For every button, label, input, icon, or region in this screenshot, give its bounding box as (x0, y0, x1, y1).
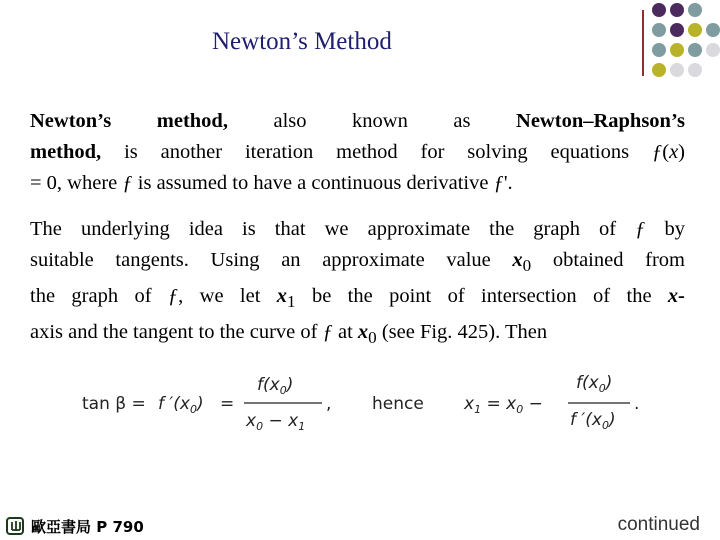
decor-dot (688, 23, 702, 37)
decor-dot (670, 23, 684, 37)
text-run: ( (662, 141, 670, 163)
bold-term: Newton–Raphson’s (516, 110, 685, 132)
decor-dot (670, 43, 684, 57)
newton-formula (82, 368, 662, 438)
slide-title: Newton’s Method (212, 28, 392, 55)
text-run: axis and the tangent to the curve of (30, 321, 323, 344)
subscript: 1 (287, 292, 296, 312)
footer-source (31, 516, 144, 537)
formula-hence: hence (372, 394, 424, 414)
decor-dot (706, 43, 720, 57)
text-run: obtained from (531, 249, 685, 271)
publisher-name: 歐亞書局 (31, 518, 92, 536)
math-symbol: x (512, 249, 523, 271)
formula-fprime: f $'(x_0)$ (158, 394, 204, 416)
text-line (30, 137, 685, 168)
text-run: (see Fig. 425). Then (376, 321, 548, 344)
text-line (30, 214, 685, 245)
decor-dot (706, 23, 720, 37)
subscript: 0 (522, 256, 532, 276)
math-symbol: ƒ (167, 285, 179, 308)
text-run: suitable tangents. Using an approximate value (30, 249, 513, 271)
text-line (30, 168, 685, 199)
math-symbol: x (669, 141, 679, 163)
formula-numerator-2: $f(x_0)$ (576, 373, 613, 395)
text-run: '. (503, 172, 513, 194)
formula-denominator: $x_0 - x_1$ (246, 411, 306, 433)
formula-equals: = (220, 394, 235, 414)
text-run: is assumed to have a continuous derivative (132, 172, 494, 194)
math-symbol: x (357, 321, 369, 344)
text-run: ) (678, 141, 685, 163)
decor-dot (688, 63, 702, 77)
math-symbol: ƒ (322, 321, 333, 344)
decor-dot (670, 63, 684, 77)
text-line (30, 281, 685, 317)
text-line (30, 245, 685, 281)
text-line (30, 106, 685, 137)
subscript: 0 (368, 328, 377, 348)
formula-denominator-2: f $'(x_0)$ (570, 410, 616, 432)
decorative-divider (642, 10, 644, 76)
paragraph-definition (30, 106, 685, 199)
math-symbol: x- (667, 285, 685, 308)
text-run: = 0, where (30, 172, 123, 194)
text-run: at (332, 321, 358, 344)
formula-period: . (634, 394, 640, 414)
decor-dot (688, 43, 702, 57)
decor-dot (652, 3, 666, 17)
decor-dot (652, 23, 666, 37)
math-symbol: x (276, 285, 288, 308)
math-symbol: ƒ (493, 172, 504, 194)
math-symbol: ƒ (651, 141, 663, 163)
decor-dot (652, 43, 666, 57)
formula-x1-expression: $x_1 = x_0$ − (464, 394, 543, 416)
decor-dot (652, 63, 666, 77)
formula-lhs: tan β = (82, 394, 146, 414)
text-run: , we let (178, 285, 277, 308)
bold-term: method, (30, 141, 102, 163)
text-run: is another iteration method for solving equations (101, 141, 652, 163)
text-run: be the point of intersection of the (295, 285, 668, 308)
decor-dot (688, 3, 702, 17)
continued-label: continued (617, 514, 700, 535)
publisher-logo-icon (6, 516, 26, 536)
text-run: The underlying idea is that we approximate the graph of (30, 218, 636, 240)
text-line (30, 317, 685, 353)
page-reference: P 790 (91, 518, 144, 536)
bold-term: Newton’s method, (30, 110, 228, 132)
text-run: the graph of (30, 285, 168, 308)
math-symbol: ƒ (635, 218, 646, 240)
formula-comma: , (326, 394, 332, 414)
text-run: also known as (227, 110, 517, 132)
formula-numerator: $f(x_0)$ (257, 375, 294, 397)
paragraph-idea (30, 214, 685, 353)
math-symbol: ƒ (122, 172, 133, 194)
text-run: by (645, 218, 685, 240)
decorative-dot-grid (652, 3, 720, 83)
decor-dot (670, 3, 684, 17)
